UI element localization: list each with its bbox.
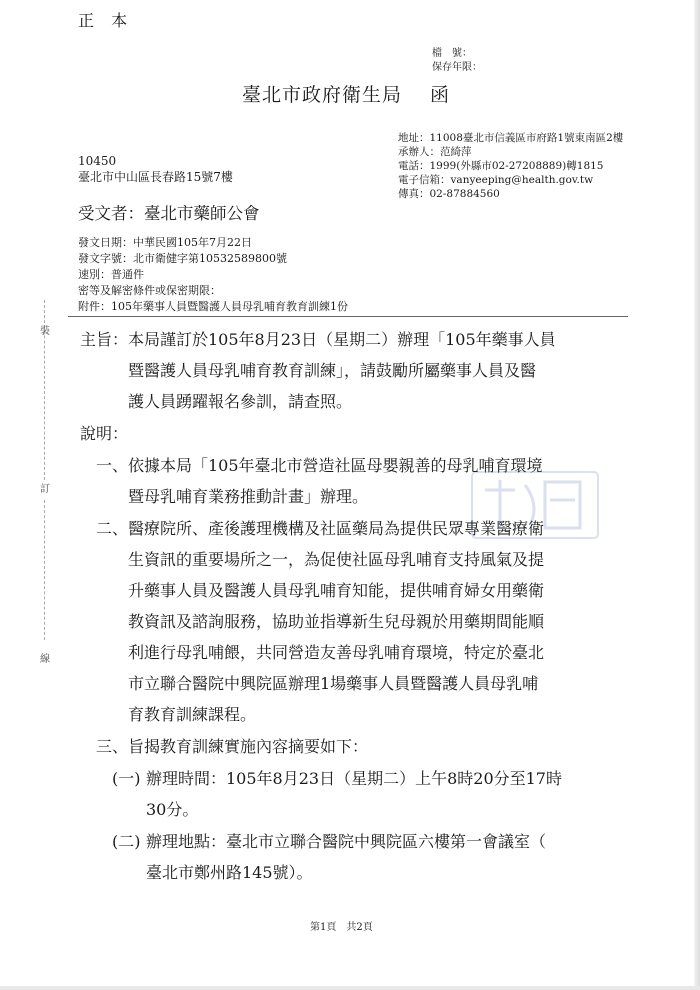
item-line: 依據本局「105年臺北市營造社區母嬰親善的母乳哺育環境 [128, 456, 543, 475]
item-marker: 三、 [96, 737, 129, 756]
agency-name: 臺北市政府衛生局 [242, 84, 403, 106]
item-line: 教資訊及諮詢服務，協助並指導新生兒母親於用藥期間能順 [128, 612, 545, 631]
contact-phone: 電話：1999(外縣市02-27208889)轉1815 [398, 160, 604, 172]
page-edge [694, 0, 700, 990]
sub-item-line: 30分。 [146, 800, 199, 819]
watermark-stamp [470, 470, 600, 540]
copy-mark: 正 本 [78, 11, 134, 30]
contact-address: 地址：11008臺北市信義區市府路1號東南區2樓 [398, 132, 624, 144]
attachment: 附件：105年藥事人員暨醫護人員母乳哺育教育訓練1份 [78, 300, 348, 313]
item-marker: 一、 [96, 456, 129, 475]
document-type: 函 [430, 84, 451, 106]
subject-line: 護人員踴躍報名參訓，請查照。 [128, 392, 353, 411]
sub-item-line: 辦理地點：臺北市立聯合醫院中興院區六樓第一會議室（ [146, 832, 547, 851]
explanation-label: 說明： [80, 424, 129, 443]
item-marker: 二、 [96, 519, 129, 538]
item-line: 旨揭教育訓練實施內容摘要如下： [128, 737, 369, 756]
item-line: 育教育訓練課程。 [128, 705, 257, 724]
divider [68, 316, 628, 317]
recipient-name: 受文者：臺北市藥師公會 [78, 204, 260, 223]
recipient-zip: 10450 [78, 154, 117, 168]
subject-label: 主旨： [80, 330, 129, 349]
item-line: 暨母乳哺育業務推動計畫」辦理。 [128, 487, 369, 506]
item-line: 利進行母乳哺餵，共同營造友善母乳哺育環境，特定於臺北 [128, 643, 545, 662]
page-edge [0, 986, 700, 990]
sub-item-marker: (一) [112, 769, 141, 788]
subject-line: 暨醫護人員母乳哺育教育訓練」，請鼓勵所屬藥事人員及醫 [128, 361, 537, 380]
contact-handler: 承辦人：范綺萍 [398, 146, 472, 158]
archive-number-label: 檔 號： [432, 48, 472, 59]
contact-email: 電子信箱：vanyeeping@health.gov.tw [398, 174, 594, 186]
binding-mark: 裝 [40, 326, 50, 337]
recipient-address: 臺北市中山區長春路15號7樓 [78, 170, 233, 184]
page-number: 第1頁 共2頁 [310, 922, 373, 933]
sub-item-line: 辦理時間：105年8月23日（星期二）上午8時20分至17時 [146, 769, 562, 788]
item-line: 升藥事人員及醫護人員母乳哺育知能，提供哺育婦女用藥衛 [128, 581, 545, 600]
issue-date: 發文日期：中華民國105年7月22日 [78, 236, 252, 249]
item-line: 醫療院所、產後護理機構及社區藥局為提供民眾專業醫療衛 [128, 519, 545, 538]
binding-mark: 線 [40, 654, 50, 665]
item-line: 市立聯合醫院中興院區辦理1場藥事人員暨醫護人員母乳哺 [128, 674, 539, 693]
subject-line: 本局謹訂於105年8月23日（星期二）辦理「105年藥事人員 [128, 330, 556, 349]
retention-period-label: 保存年限： [432, 62, 482, 73]
sub-item-line: 臺北市鄭州路145號）。 [146, 863, 313, 882]
delivery-speed: 速別：普通件 [78, 268, 144, 281]
secrecy-level: 密等及解密條件或保密期限： [78, 284, 221, 297]
binding-mark: 訂 [40, 484, 50, 495]
reference-number: 發文字號：北市衛健字第10532589800號 [78, 252, 287, 265]
document-title [242, 80, 450, 107]
binding-line [44, 500, 45, 640]
item-line: 生資訊的重要場所之一，為促使社區母乳哺育支持風氣及提 [128, 550, 545, 569]
sub-item-marker: (二) [112, 832, 141, 851]
contact-fax: 傳真：02-87884560 [398, 188, 500, 200]
